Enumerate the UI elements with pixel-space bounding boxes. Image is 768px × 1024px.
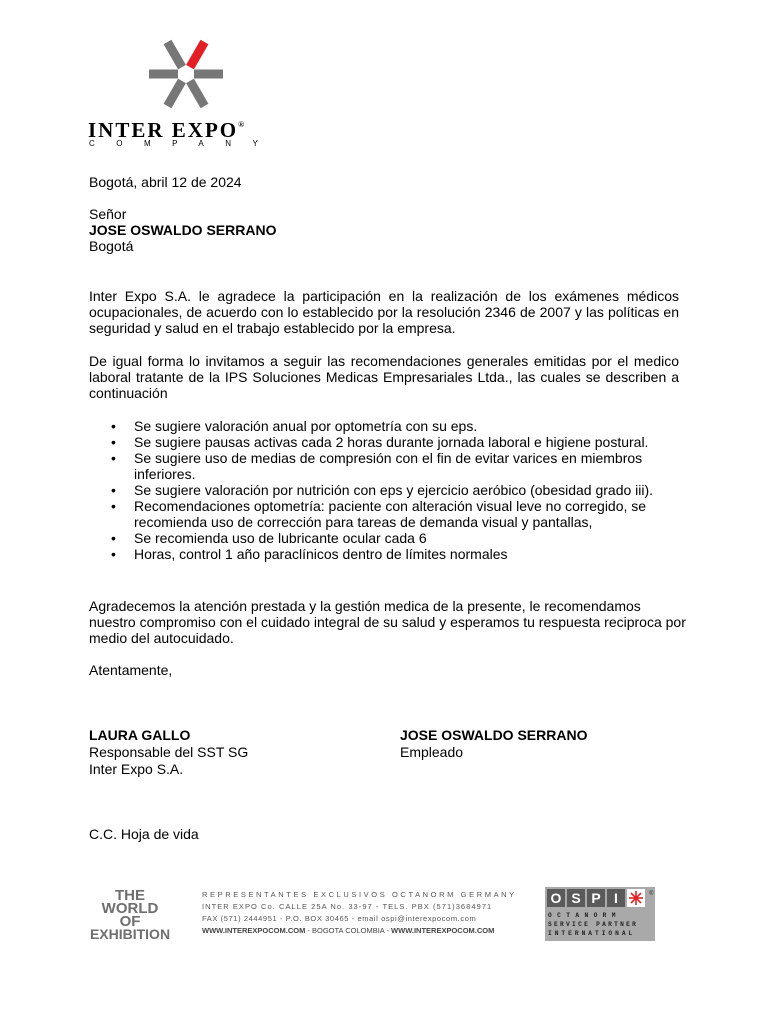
- signer-left-role: Responsable del SST SG: [89, 744, 249, 760]
- world-logo-line4: EXHIBITION: [89, 926, 171, 942]
- svg-text:S: S: [571, 890, 581, 906]
- signer-right-role: Empleado: [400, 744, 464, 760]
- footer-web-link[interactable]: WWW.INTEREXPOCOM.COM: [391, 926, 495, 935]
- letter-date: Bogotá, abril 12 de 2024: [89, 174, 242, 190]
- paragraph-thanks: Inter Expo S.A. le agradece la participación en la realización de los exámenes médicos ocupacionales, de acuerdo con lo establecido por la resolución 2346 de 2007 y las políticas en seguridad y salud en el trabajo establecido por la empresa.: [89, 288, 679, 336]
- brand-subtitle: COMPANY: [89, 139, 280, 148]
- closing: Atentamente,: [89, 662, 173, 678]
- ospi-logo: [545, 887, 655, 941]
- list-item: • Se sugiere uso de medias de compresión con el fin de evitar varices en miembros inferiores.: [89, 450, 669, 482]
- paragraph-closing: Agradecemos la atención prestada y la gestión medica de la presente, le recomendamos nuestro compromiso con el cuidado integral de su salud y esperamos tu respuesta reciproca por medio del autocuidado.: [89, 598, 686, 646]
- svg-text:®: ®: [649, 891, 654, 897]
- ospi-line1: OCTANORM: [548, 912, 621, 919]
- signer-left-name: LAURA GALLO: [89, 727, 191, 743]
- brand-name: INTER EXPO®: [88, 118, 245, 142]
- svg-text:I: I: [614, 890, 618, 906]
- list-item: • Horas, control 1 año paraclínicos dentro de límites normales: [89, 546, 669, 562]
- world-logo-line1: THE: [115, 887, 145, 904]
- recipient-city: Bogotá: [89, 238, 134, 254]
- ospi-line2: SERVICE PARTNER: [548, 921, 639, 928]
- list-item: • Se recomienda uso de lubricante ocular cada 6: [89, 530, 669, 546]
- recipient-name: JOSE OSWALDO SERRANO: [89, 222, 277, 238]
- signer-left-company: Inter Expo S.A.: [89, 761, 184, 777]
- list-item: • Se sugiere pausas activas cada 2 horas durante jornada laboral e higiene postural.: [89, 434, 669, 450]
- snowflake-icon: [629, 891, 643, 905]
- list-item: • Se sugiere valoración por nutrición con eps y ejercicio aeróbico (obesidad grado iii).: [89, 482, 669, 498]
- svg-text:P: P: [591, 890, 601, 906]
- svg-text:O: O: [550, 890, 562, 906]
- list-item: • Recomendaciones optometría: paciente con alteración visual leve no corregido, se recomienda uso de corrección para tareas de demanda visual y pantallas,: [89, 498, 669, 530]
- registered-mark: ®: [238, 120, 245, 129]
- salutation: Señor: [89, 206, 127, 222]
- cc-note: C.C. Hoja de vida: [89, 826, 199, 842]
- list-item: • Se sugiere valoración anual por optometría con su eps.: [89, 418, 669, 434]
- footer-contact: [202, 889, 517, 937]
- signer-right-name: JOSE OSWALDO SERRANO: [400, 727, 588, 743]
- footer-line-representatives: REPRESENTANTES EXCLUSIVOS OCTANORM GERMANY: [202, 890, 517, 899]
- footer-line-address: INTER EXPO Co. CALLE 25A No. 33-97 - TELS. PBX (571)3684971: [202, 902, 493, 911]
- ospi-line3: INTERNATIONAL: [548, 930, 636, 937]
- paragraph-recommendations-intro: De igual forma lo invitamos a seguir las recomendaciones generales emitidas por el medico laboral tratante de la IPS Soluciones Medicas Empresariales Ltda., las cuales se describen a continuación: [89, 353, 679, 401]
- recommendations-list: [89, 418, 669, 562]
- star-burst-logo-icon: [146, 38, 226, 114]
- world-logo-line2: WORLD: [101, 900, 159, 917]
- footer-web-link[interactable]: WWW.INTEREXPOCOM.COM: [202, 926, 306, 935]
- world-of-exhibition-logo: [89, 886, 171, 942]
- footer-line-web: WWW.INTEREXPOCOM.COM - BOGOTA COLOMBIA - WWW.INTEREXPOCOM.COM: [202, 926, 495, 935]
- world-logo-line3: OF: [119, 913, 141, 930]
- footer-line-fax: FAX (571) 2444951 - P.O. BOX 30465 - email ospi@interexpocom.com: [202, 914, 477, 923]
